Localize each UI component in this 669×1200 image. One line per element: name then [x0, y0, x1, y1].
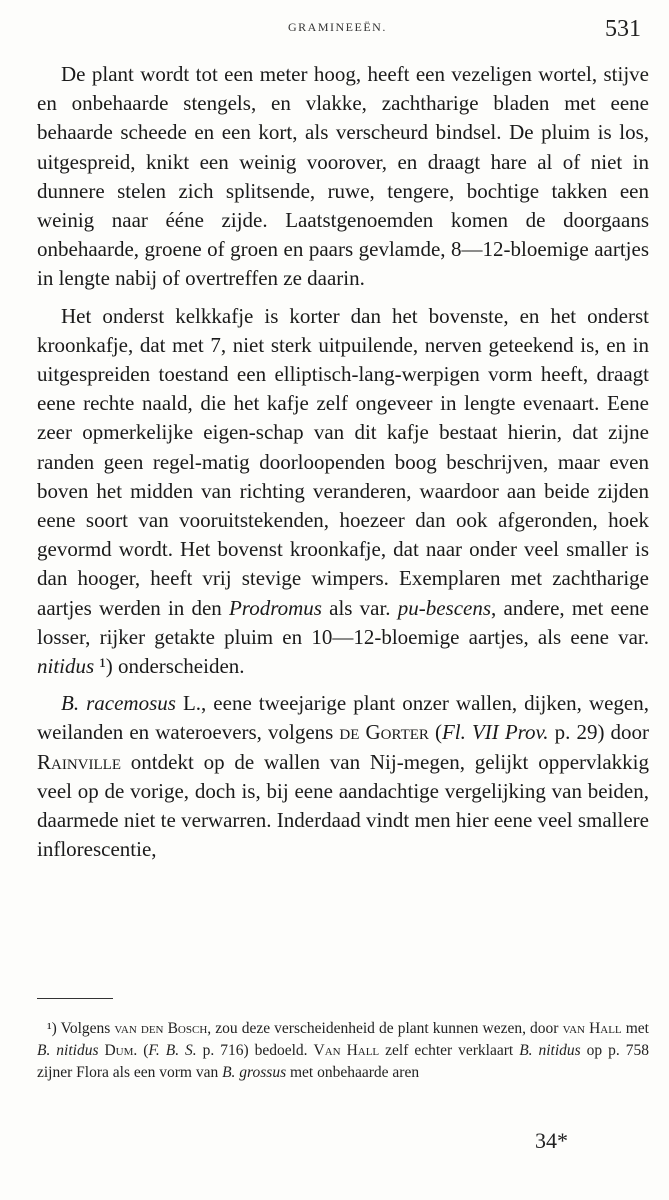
body-text [37, 60, 649, 864]
text-run: Fl. VII Prov. [441, 720, 549, 745]
text-run: van den Bosch [114, 1020, 208, 1037]
text-run: p. 29) door [548, 720, 649, 745]
text-run: Prodromus [228, 595, 322, 620]
paragraph [37, 302, 649, 682]
signature-mark: 34* [535, 1128, 568, 1153]
footnote-text [37, 1018, 649, 1083]
text-run: pu-bescens [397, 595, 492, 620]
text-run: De plant wordt tot een meter hoog, heeft een vezeligen wortel, stijve en onbehaarde stengels, en vlakke, zachtharige bladen met eene behaarde scheede en een kort, als verscheurd bindsel. De pluim is los, uitgespreid, knikt een weinig voorover, en draagt hare al of niet in dunnere stelen zich splitsende, ruwe, tengere, bochtige takken een weinig naar ééne zijde. Laatstgenoemden komen de doorgaans onbehaarde, groene of groen en paars gevlamde, 8—12-bloemige aartjes in lengte nabij of overtreffen ze daarin. [37, 62, 649, 291]
page-number: 531 [605, 16, 641, 42]
text-run: , zou deze verscheidenheid de plant kunnen wezen, door [207, 1020, 563, 1037]
text-run: met onbehaarde aren [286, 1063, 420, 1081]
text-run: ( [428, 720, 442, 745]
text-run: B. nitidus [37, 1041, 99, 1059]
text-run: L., eene tweejarige plant onzer wallen, dijken, wegen, weilanden en wateroevers, volgens [37, 691, 650, 745]
paragraph [37, 60, 649, 294]
footnote-rule [37, 998, 113, 999]
text-run: zelf echter verklaart [379, 1041, 520, 1059]
text-run: de Gorter [339, 720, 429, 745]
text-run: Van Hall [313, 1041, 380, 1059]
text-run: ¹) Volgens [47, 1020, 115, 1037]
text-run: als var. [321, 595, 398, 620]
text-run: , andere, met eene losser, rijker getakte pluim en 10—12-bloemige aartjes, als eene var. [37, 595, 649, 649]
text-run: B. nitidus [519, 1041, 581, 1059]
text-run: B. grossus [222, 1063, 287, 1081]
text-run: ¹) onderscheiden. [94, 654, 245, 679]
text-run: ( [137, 1041, 149, 1059]
footnote [37, 1018, 649, 1083]
text-run: nitidus [37, 654, 95, 679]
paragraph [37, 689, 649, 864]
text-run: Het onderst kelkkafje is korter dan het bovenste, en het onderst kroonkafje, dat met 7, niet sterk uitpuilende, nerven geteekend is, en in uitgespreiden toestand een elliptisch-lang-werpigen vorm heeft, draagt eene rechte naald, die het kafje zelf ongeveer in lengte evenaart. Eene zeer opmerkelijke eigen-schap van dit kafje bestaat hierin, dat zijne randen geen regel-matig doorloopenden boog beschrijven, maar even boven het midden van richting veranderen, waardoor aan beide zijden eene soort van vooruitstekenden, hoezeer dan ook afgeronden, hoek gevormd wordt. Het bovenst kroonkafje, dat naar onder veel smaller is dan hooger, heeft vrij stevige wimpers. Exemplaren met zachtharige aartjes werden in den [37, 303, 649, 620]
text-run: B. racemosus [61, 691, 176, 716]
text-run: p. 716) bedoeld. [196, 1041, 314, 1059]
text-run: ontdekt op de wallen van Nij-megen, gelijkt oppervlakkig veel op de vorige, doch is, bij eene aandachtige vergelijking van beiden, daarmede niet te verwarren. Inderdaad vindt men hier eene veel smallere inflorescentie, [37, 749, 649, 862]
text-run: van Hall [562, 1020, 622, 1037]
running-head: GRAMINEEËN. [288, 20, 387, 34]
text-run: Dum. [104, 1041, 138, 1059]
text-run: met [621, 1020, 649, 1037]
text-run: F. B. S. [148, 1041, 197, 1059]
text-run: Rainville [37, 749, 121, 774]
text-run: op p. 758 zijner Flora als een vorm van [37, 1041, 649, 1081]
